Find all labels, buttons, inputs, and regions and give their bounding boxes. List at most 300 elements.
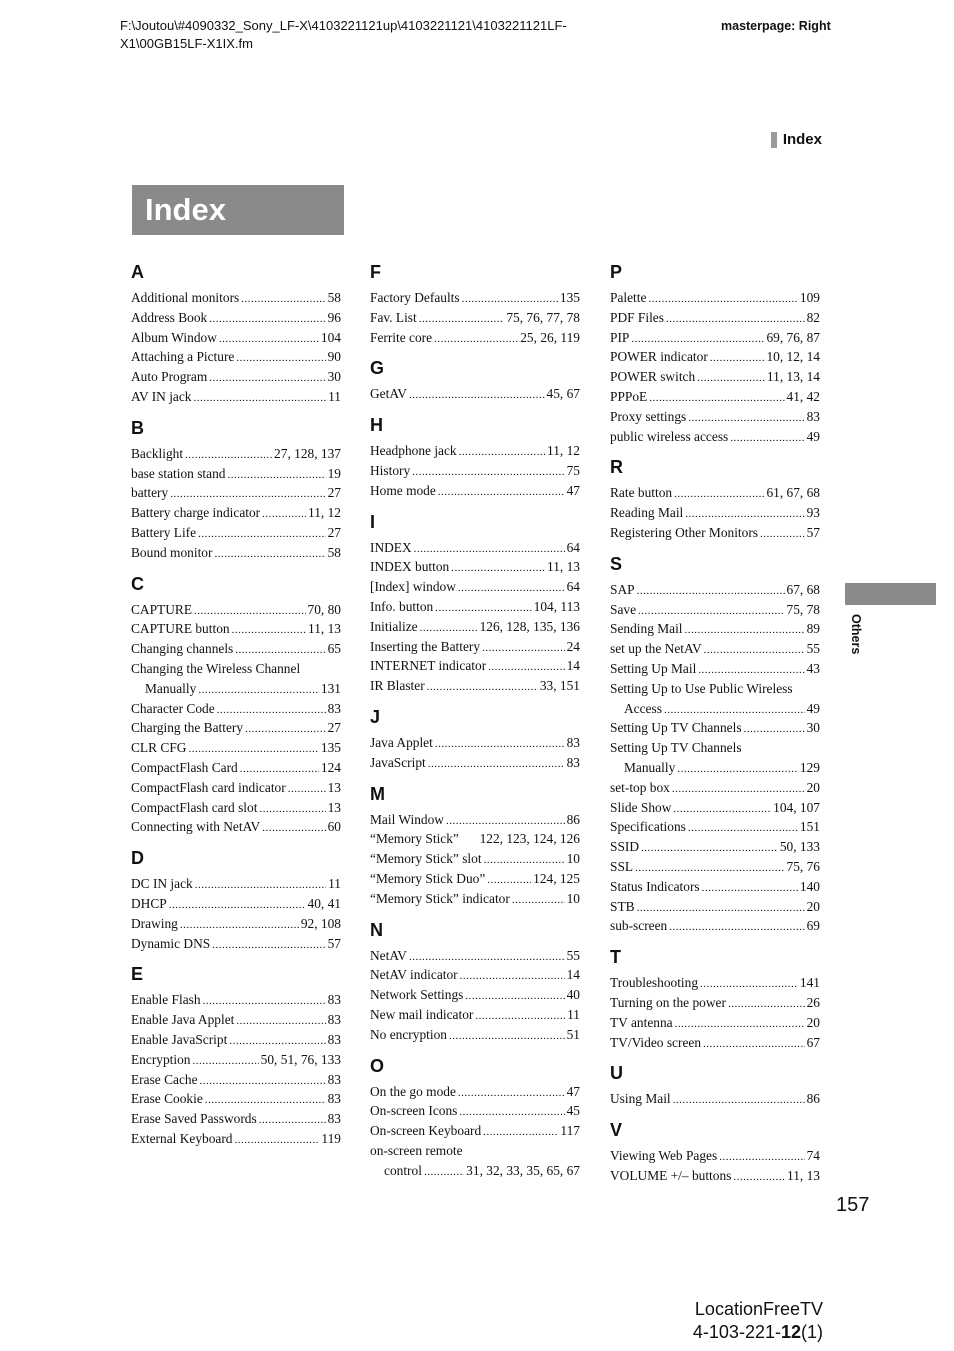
index-entry xyxy=(610,1034,820,1054)
index-group-e xyxy=(131,964,341,1149)
index-term: Viewing Web Pages xyxy=(610,1148,718,1164)
index-pages: 47 xyxy=(566,482,580,498)
dot-leader xyxy=(409,947,565,967)
index-pages: 40 xyxy=(566,987,580,1003)
index-entry xyxy=(370,1102,580,1122)
index-letter-heading: S xyxy=(610,553,623,574)
index-entry xyxy=(610,818,820,838)
footer-code-prefix: 4-103-221- xyxy=(692,1322,781,1342)
index-entry xyxy=(370,329,580,349)
index-pages: 27 xyxy=(327,485,341,501)
dot-leader xyxy=(412,462,564,482)
index-entry xyxy=(610,838,820,858)
index-letter-heading: O xyxy=(370,1055,385,1076)
index-term: Using Mail xyxy=(610,1091,671,1107)
dot-leader xyxy=(458,1083,565,1103)
index-entry xyxy=(370,289,580,309)
index-group-n xyxy=(370,920,580,1046)
index-entry xyxy=(610,759,820,779)
footer-code-bold: 12 xyxy=(780,1322,801,1342)
index-pages: 25, 26, 119 xyxy=(520,329,580,345)
dot-leader xyxy=(427,677,538,697)
index-pages: 124 xyxy=(320,759,341,775)
index-entry xyxy=(610,428,820,448)
index-pages: 49 xyxy=(806,428,820,444)
index-group-s xyxy=(610,554,820,937)
index-letter-heading: N xyxy=(370,919,383,940)
index-pages: 61, 67, 68 xyxy=(766,485,820,501)
index-entry xyxy=(131,524,341,544)
index-entry xyxy=(610,1090,820,1110)
index-pages: 64 xyxy=(566,579,580,595)
index-letter-heading: I xyxy=(370,511,376,532)
index-term: SSID xyxy=(610,839,640,855)
index-letter-heading: U xyxy=(610,1063,623,1084)
dot-leader xyxy=(475,1006,565,1026)
index-term: Encryption xyxy=(131,1051,191,1067)
dot-leader xyxy=(512,890,565,910)
index-pages: 11 xyxy=(328,876,341,892)
dot-leader xyxy=(728,994,805,1014)
dot-leader xyxy=(462,289,558,309)
index-pages: 135 xyxy=(320,740,341,756)
index-pages: 141 xyxy=(799,975,820,991)
index-pages: 50, 133 xyxy=(779,839,820,855)
index-entry xyxy=(610,680,820,700)
index-pages: 27 xyxy=(327,720,341,736)
dot-leader xyxy=(198,524,326,544)
index-term: Erase Cookie xyxy=(131,1091,203,1107)
index-term: base station stand xyxy=(131,465,226,481)
dot-leader xyxy=(170,484,325,504)
dot-leader xyxy=(733,1167,785,1187)
index-entry xyxy=(610,504,820,524)
index-term: TV antenna xyxy=(610,1014,673,1030)
dot-leader xyxy=(719,1147,804,1167)
index-pages: 75, 76 xyxy=(786,858,820,874)
index-entry xyxy=(131,1130,341,1150)
dot-leader xyxy=(482,638,565,658)
index-pages: 82 xyxy=(806,309,820,325)
footer xyxy=(693,1298,823,1344)
index-pages: 83 xyxy=(327,1031,341,1047)
index-pages: 41, 42 xyxy=(786,388,820,404)
index-term: [Index] window xyxy=(370,579,456,595)
index-entry xyxy=(610,484,820,504)
index-pages: 20 xyxy=(806,898,820,914)
index-pages: 26 xyxy=(806,994,820,1010)
index-pages: 83 xyxy=(327,1111,341,1127)
index-entry xyxy=(370,1083,580,1103)
index-pages: 83 xyxy=(327,1091,341,1107)
index-term: Status Indicators xyxy=(610,878,700,894)
dot-leader xyxy=(241,289,325,309)
index-term: Troubleshooting xyxy=(610,975,699,991)
index-pages: 11, 13 xyxy=(547,559,580,575)
dot-leader xyxy=(219,329,319,349)
index-term: External Keyboard xyxy=(131,1130,233,1146)
index-column-3 xyxy=(610,262,820,1197)
index-term: Dynamic DNS xyxy=(131,935,211,951)
dot-leader xyxy=(259,1110,326,1130)
page-title: Index xyxy=(132,185,344,235)
dot-leader xyxy=(194,601,306,621)
index-entry xyxy=(610,974,820,994)
index-entry xyxy=(131,875,341,895)
dot-leader xyxy=(424,1162,464,1182)
index-entry xyxy=(131,779,341,799)
index-term: Access xyxy=(624,700,662,716)
index-pages: 58 xyxy=(327,290,341,305)
index-entry xyxy=(131,1071,341,1091)
section-marker xyxy=(771,131,822,148)
file-path-line-2: X1\00GB15LF-X1IX.fm xyxy=(120,36,253,51)
dot-leader xyxy=(195,875,326,895)
dot-leader xyxy=(702,878,798,898)
index-entry xyxy=(131,818,341,838)
index-term: IR Blaster xyxy=(370,678,425,694)
index-term: Drawing xyxy=(131,915,178,931)
index-term: Changing channels xyxy=(131,641,234,657)
dot-leader xyxy=(212,935,325,955)
index-term: VOLUME +/– buttons xyxy=(610,1167,732,1183)
index-term: NetAV xyxy=(370,947,407,963)
index-entry xyxy=(131,915,341,935)
index-pages: 20 xyxy=(806,779,820,795)
index-entry xyxy=(370,618,580,638)
index-term: Specifications xyxy=(610,819,686,835)
index-pages: 140 xyxy=(799,878,820,894)
index-pages: 135 xyxy=(559,290,580,305)
footer-code-suffix: (1) xyxy=(801,1322,823,1342)
index-entry xyxy=(610,719,820,739)
index-pages: 13 xyxy=(327,779,341,795)
index-pages: 14 xyxy=(566,658,580,674)
dot-leader xyxy=(649,388,784,408)
index-pages: 86 xyxy=(566,811,580,827)
index-group-a xyxy=(131,262,341,408)
index-term: battery xyxy=(131,485,169,501)
index-pages: 90 xyxy=(327,349,341,365)
index-entry xyxy=(131,1110,341,1130)
index-pages: 83 xyxy=(566,754,580,770)
index-pages: 50, 51, 76, 133 xyxy=(260,1051,341,1067)
dot-leader xyxy=(674,484,764,504)
index-term: Address Book xyxy=(131,309,208,325)
index-term: Connecting with NetAV xyxy=(131,819,261,835)
index-term: Manually xyxy=(145,680,197,696)
index-entry xyxy=(610,1147,820,1167)
index-entry xyxy=(370,947,580,967)
index-pages: 11 xyxy=(328,388,341,404)
index-entry xyxy=(370,1162,580,1182)
index-entry xyxy=(610,878,820,898)
index-term: SAP xyxy=(610,581,635,597)
index-entry xyxy=(131,759,341,779)
dot-leader xyxy=(449,1026,565,1046)
dot-leader xyxy=(434,329,518,349)
index-entry xyxy=(131,1090,341,1110)
index-term: “Memory Stick Duo” xyxy=(370,870,486,886)
index-entry xyxy=(131,895,341,915)
index-pages: 45 xyxy=(566,1103,580,1119)
index-term: On the go mode xyxy=(370,1083,456,1099)
index-term: CompactFlash card slot xyxy=(131,799,258,815)
index-pages: 129 xyxy=(799,759,820,775)
index-entry xyxy=(610,329,820,349)
index-entry xyxy=(131,348,341,368)
index-entry xyxy=(610,858,820,878)
index-term: Turning on the power xyxy=(610,994,726,1010)
index-pages: 19 xyxy=(327,465,341,481)
dot-leader xyxy=(685,504,804,524)
index-pages: 47 xyxy=(566,1083,580,1099)
index-pages: 57 xyxy=(327,935,341,951)
dot-leader xyxy=(446,811,565,831)
index-entry xyxy=(370,850,580,870)
index-group-p xyxy=(610,262,820,447)
index-term: Rate button xyxy=(610,485,673,501)
dot-leader xyxy=(465,986,564,1006)
index-term: Reading Mail xyxy=(610,505,684,521)
index-entry xyxy=(131,719,341,739)
file-path-header xyxy=(120,17,640,53)
index-entry xyxy=(131,309,341,329)
dot-leader xyxy=(483,1122,558,1142)
index-pages: 83 xyxy=(327,1071,341,1087)
side-tab-label: Others xyxy=(849,614,863,655)
index-entry xyxy=(370,734,580,754)
index-pages: 55 xyxy=(566,947,580,963)
index-entry xyxy=(610,779,820,799)
index-term: on-screen remote xyxy=(370,1142,463,1158)
dot-leader xyxy=(760,524,805,544)
dot-leader xyxy=(245,719,326,739)
dot-leader xyxy=(685,620,805,640)
index-pages: 14 xyxy=(566,967,580,983)
index-entry xyxy=(610,799,820,819)
index-entry xyxy=(370,442,580,462)
index-term: TV/Video screen xyxy=(610,1034,702,1050)
dot-leader xyxy=(710,348,765,368)
dot-leader xyxy=(435,598,531,618)
index-term: control xyxy=(384,1162,422,1178)
index-term: Enable Java Applet xyxy=(131,1012,235,1028)
index-term: On-screen Keyboard xyxy=(370,1123,482,1139)
index-pages: 124, 125 xyxy=(533,870,580,886)
index-group-t xyxy=(610,947,820,1053)
index-term: Setting Up Mail xyxy=(610,660,697,676)
index-pages: 83 xyxy=(327,1012,341,1028)
index-pages: 131 xyxy=(320,680,341,696)
index-term: Setting Up TV Channels xyxy=(610,720,742,736)
index-term: Battery charge indicator xyxy=(131,505,261,521)
index-pages: 45, 67 xyxy=(546,386,580,402)
index-entry xyxy=(370,870,580,890)
index-group-f xyxy=(370,262,580,348)
index-entry xyxy=(131,1031,341,1051)
index-term: INDEX button xyxy=(370,559,450,575)
dot-leader xyxy=(205,1090,326,1110)
index-term: CAPTURE button xyxy=(131,621,230,637)
dot-leader xyxy=(229,1031,325,1051)
index-entry xyxy=(131,935,341,955)
index-entry xyxy=(370,657,580,677)
index-pages: 10 xyxy=(566,890,580,906)
index-entry xyxy=(370,1006,580,1026)
index-entry xyxy=(370,754,580,774)
index-entry xyxy=(610,660,820,680)
index-entry xyxy=(370,462,580,482)
index-entry xyxy=(370,830,580,850)
index-entry xyxy=(370,578,580,598)
index-pages: 33, 151 xyxy=(539,678,580,694)
index-entry xyxy=(131,329,341,349)
index-pages: 13 xyxy=(327,799,341,815)
index-group-u xyxy=(610,1063,820,1110)
index-letter-heading: R xyxy=(610,457,623,478)
index-group-r xyxy=(610,457,820,543)
dot-leader xyxy=(631,329,764,349)
index-pages: 75 xyxy=(566,462,580,478)
index-term: Factory Defaults xyxy=(370,290,460,305)
index-term: On-screen Icons xyxy=(370,1103,458,1119)
index-entry xyxy=(131,504,341,524)
index-entry xyxy=(131,799,341,819)
index-term: STB xyxy=(610,898,635,914)
dot-leader xyxy=(409,385,545,405)
dot-leader xyxy=(458,578,565,598)
index-term: Palette xyxy=(610,290,647,305)
dot-leader xyxy=(637,898,805,918)
index-term: History xyxy=(370,462,411,478)
dot-leader xyxy=(700,974,798,994)
index-letter-heading: B xyxy=(131,417,144,438)
index-pages: 11 xyxy=(567,1006,580,1022)
index-entry xyxy=(370,558,580,578)
index-entry xyxy=(370,890,580,910)
dot-leader xyxy=(459,442,545,462)
index-entry xyxy=(610,994,820,1014)
index-term: Erase Cache xyxy=(131,1071,198,1087)
index-term: INTERNET indicator xyxy=(370,658,487,674)
index-pages: 24 xyxy=(566,638,580,654)
index-entry xyxy=(610,640,820,660)
index-entry xyxy=(131,544,341,564)
index-pages: 20 xyxy=(806,1014,820,1030)
index-pages: 65 xyxy=(327,641,341,657)
masterpage-label: masterpage: Right xyxy=(721,19,831,33)
index-entry xyxy=(370,986,580,1006)
index-pages: 104, 113 xyxy=(533,598,580,614)
index-letter-heading: G xyxy=(370,358,385,379)
index-pages: 58 xyxy=(327,544,341,560)
page-number: 157 xyxy=(836,1194,870,1216)
index-letter-heading: T xyxy=(610,947,621,968)
index-entry xyxy=(131,1011,341,1031)
index-pages: 104, 107 xyxy=(773,799,820,815)
dot-leader xyxy=(236,1011,325,1031)
index-pages: 57 xyxy=(806,524,820,540)
dot-leader xyxy=(698,660,804,680)
index-entry xyxy=(131,601,341,621)
index-entry xyxy=(131,739,341,759)
dot-leader xyxy=(185,445,272,465)
dot-leader xyxy=(673,1090,805,1110)
index-group-c xyxy=(131,574,341,839)
index-term: Backlight xyxy=(131,445,184,461)
dot-leader xyxy=(217,700,326,720)
footer-product: LocationFreeTV xyxy=(694,1299,823,1319)
dot-leader xyxy=(262,818,325,838)
index-term: Enable Flash xyxy=(131,992,201,1008)
index-pages: 30 xyxy=(806,720,820,736)
index-term: INDEX xyxy=(370,539,412,555)
dot-leader xyxy=(232,620,306,640)
index-pages: 92, 108 xyxy=(300,915,341,931)
index-pages: 67, 68 xyxy=(786,581,820,597)
index-entry xyxy=(370,811,580,831)
index-term: Character Code xyxy=(131,700,215,716)
index-term: “Memory Stick” indicator xyxy=(370,890,510,906)
index-pages: 96 xyxy=(327,309,341,325)
dot-leader xyxy=(420,618,478,638)
index-group-v xyxy=(610,1120,820,1187)
dot-leader xyxy=(419,309,505,329)
index-term: GetAV xyxy=(370,386,407,402)
dot-leader xyxy=(169,895,306,915)
index-pages: 11, 13, 14 xyxy=(766,369,820,385)
index-entry xyxy=(610,700,820,720)
index-pages: 67 xyxy=(806,1034,820,1050)
dot-leader xyxy=(635,858,784,878)
index-term: Slide Show xyxy=(610,799,672,815)
index-pages: 122, 123, 124, 126 xyxy=(479,831,580,847)
index-term: CAPTURE xyxy=(131,601,193,617)
index-entry xyxy=(370,309,580,329)
index-pages: 83 xyxy=(327,700,341,716)
index-entry xyxy=(131,660,341,680)
dot-leader xyxy=(203,991,326,1011)
dot-leader xyxy=(188,739,318,759)
index-term: Info. button xyxy=(370,598,434,614)
index-term: Auto Program xyxy=(131,369,208,385)
index-entry xyxy=(370,677,580,697)
file-path-line-1: F:\Joutou\#4090332_Sony_LF-X\4103221121up\4103221121\4103221121LF- xyxy=(120,18,567,33)
index-term: No encryption xyxy=(370,1026,447,1042)
index-pages: 89 xyxy=(806,621,820,637)
index-entry xyxy=(610,1014,820,1034)
index-term: JavaScript xyxy=(370,754,426,770)
index-letter-heading: C xyxy=(131,573,144,594)
dot-leader xyxy=(730,428,804,448)
index-entry xyxy=(131,445,341,465)
index-pages: 27, 128, 137 xyxy=(274,445,341,461)
dot-leader xyxy=(484,850,565,870)
dot-leader xyxy=(704,640,805,660)
dot-leader xyxy=(648,289,797,309)
index-letter-heading: J xyxy=(370,706,381,727)
index-entry xyxy=(610,739,820,759)
index-entry xyxy=(610,309,820,329)
dot-leader xyxy=(677,759,798,779)
index-entry xyxy=(131,640,341,660)
index-pages: 83 xyxy=(327,992,341,1008)
index-term: Proxy settings xyxy=(610,408,687,424)
index-term: CLR CFG xyxy=(131,740,187,756)
index-term: Changing the Wireless Channel xyxy=(131,660,301,676)
index-column-1 xyxy=(131,262,341,1160)
